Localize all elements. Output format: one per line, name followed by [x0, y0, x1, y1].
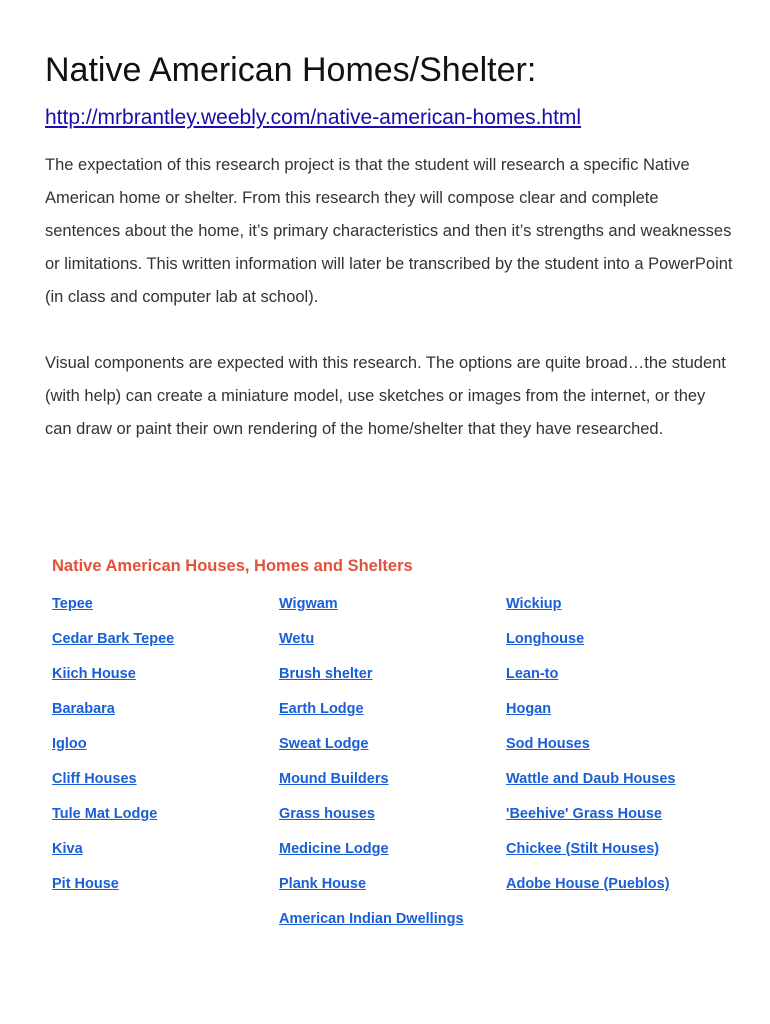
home-link-cliff-houses[interactable]: Cliff Houses [52, 771, 137, 787]
home-link-igloo[interactable]: Igloo [52, 736, 87, 752]
page-title: Native American Homes/Shelter: [45, 51, 537, 89]
home-link-hogan[interactable]: Hogan [506, 701, 552, 717]
home-link-sod-houses[interactable]: Sod Houses [506, 736, 590, 752]
home-link-kiich-house[interactable]: Kiich House [52, 666, 136, 682]
home-link-mound-builders[interactable]: Mound Builders [279, 771, 389, 787]
home-link-wattle-and-daub-houses[interactable]: Wattle and Daub Houses [506, 771, 676, 787]
source-url-link[interactable]: http://mrbrantley.weebly.com/native-american-homes.html [45, 106, 582, 129]
home-link-beehive-grass-house[interactable]: 'Beehive' Grass House [506, 806, 662, 822]
homes-section-title: Native American Houses, Homes and Shelters [52, 557, 413, 575]
home-link-earth-lodge[interactable]: Earth Lodge [279, 701, 364, 717]
home-link-tule-mat-lodge[interactable]: Tule Mat Lodge [52, 806, 158, 822]
home-link-wickiup[interactable]: Wickiup [506, 596, 562, 612]
home-link-tepee[interactable]: Tepee [52, 596, 93, 612]
empty-cell [506, 907, 746, 942]
home-link-lean-to[interactable]: Lean-to [506, 666, 559, 682]
home-link-barabara[interactable]: Barabara [52, 701, 115, 717]
home-link-medicine-lodge[interactable]: Medicine Lodge [279, 841, 389, 857]
home-link-grass-houses[interactable]: Grass houses [279, 806, 375, 822]
homes-link-grid [52, 592, 752, 942]
home-link-brush-shelter[interactable]: Brush shelter [279, 666, 373, 682]
home-link-pit-house[interactable]: Pit House [52, 876, 119, 892]
home-link-american-indian-dwellings[interactable]: American Indian Dwellings [279, 911, 464, 927]
home-link-sweat-lodge[interactable]: Sweat Lodge [279, 736, 369, 752]
home-link-adobe-house[interactable]: Adobe House (Pueblos) [506, 876, 670, 892]
home-link-cedar-bark-tepee[interactable]: Cedar Bark Tepee [52, 631, 175, 647]
home-link-longhouse[interactable]: Longhouse [506, 631, 585, 647]
empty-cell [52, 907, 279, 942]
home-link-kiva[interactable]: Kiva [52, 841, 83, 857]
home-link-wigwam[interactable]: Wigwam [279, 596, 338, 612]
paragraph-visual-components: Visual components are expected with this research. The options are quite broad…the student (with help) can create a miniature model, use sketches or images from the internet, or they can draw or paint their own rendering of the home/shelter that they have researched. [45, 354, 726, 438]
home-link-wetu[interactable]: Wetu [279, 631, 315, 647]
home-link-plank-house[interactable]: Plank House [279, 876, 367, 892]
paragraph-expectation: The expectation of this research project is that the student will research a specific Native American home or shelter. From this research they will compose clear and complete sentences about the home, it’s primary characteristics and then it’s strengths and weaknesses or limitations. This written information will later be transcribed by the student into a PowerPoint (in class and computer lab at school). [45, 156, 733, 306]
home-link-chickee[interactable]: Chickee (Stilt Houses) [506, 841, 660, 857]
